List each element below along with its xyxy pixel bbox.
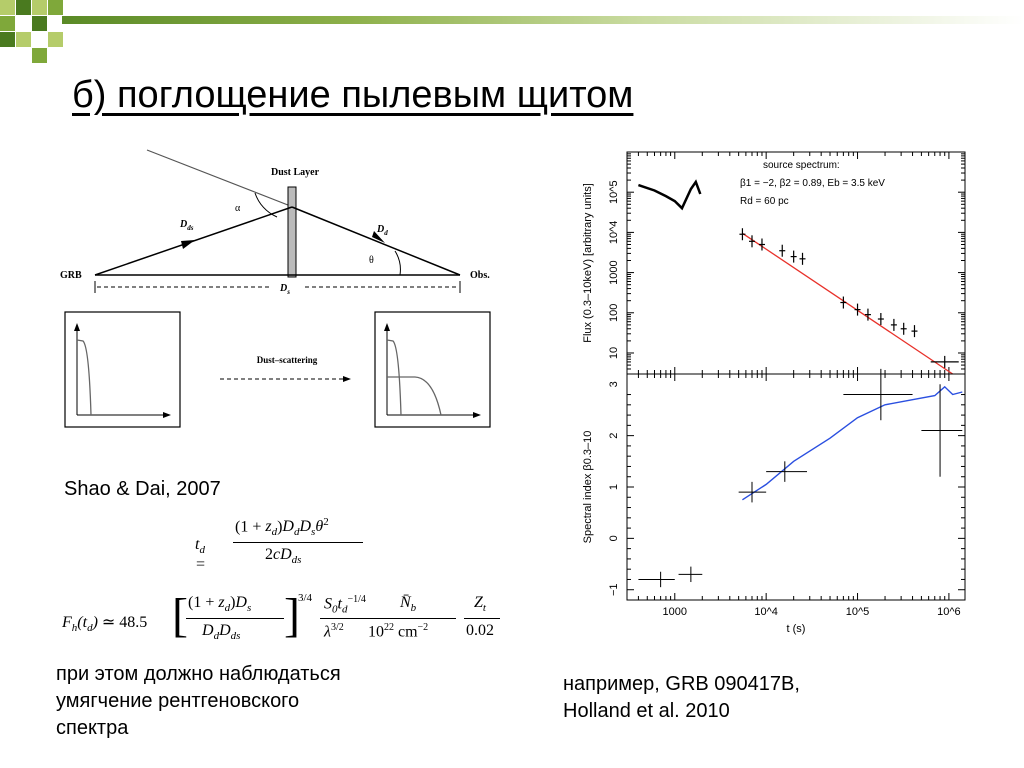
y-tick-label: 100 (608, 303, 620, 322)
note-right-line: например, GRB 090417B, (563, 673, 800, 695)
flux-model-line (742, 233, 952, 374)
grb-label: GRB (60, 270, 82, 281)
y-tick-label: 10^5 (608, 180, 620, 204)
annotation-line1: source spectrum: (763, 160, 840, 171)
x-tick-label: 10^6 (937, 606, 961, 618)
grb-afterglow-chart (565, 140, 980, 640)
dds-arrowhead (181, 240, 195, 249)
theta-arc (395, 251, 400, 275)
note-right (563, 671, 800, 725)
equation-flux: $F_h(t_d)$ ≃ 48.5 [ $(1 + z_d)D_s$ $D_dD_{ds}$ ] 3/4 $S_0t_d^{-1/4}$ $\lambda^{3/2}$ $N̄_b$ $10^{22}$ $cm^{-2}$ $Z_t$ 0.02 (62, 592, 502, 648)
spectral-index-panel (608, 369, 965, 618)
theta-label: θ (369, 255, 374, 266)
y-tick-label: 1 (608, 483, 620, 491)
note-left-line: при этом должно наблюдаться (56, 663, 341, 685)
note-left-line: спектра (56, 717, 129, 739)
dust-layer-label: Dust Layer (270, 167, 320, 178)
flux-ylabel: Flux (0.3–10keV) [arbitrary units] (582, 183, 594, 343)
left-lightcurve-box (65, 312, 180, 427)
dust-layer-schematic (55, 145, 500, 430)
flux-panel (608, 152, 965, 374)
header-square (0, 32, 15, 47)
note-left (56, 661, 341, 742)
dds-label: $D_{ds}$ (180, 219, 194, 232)
y-tick-label: 0 (608, 535, 620, 542)
ds-label: $D_s$ (280, 283, 290, 296)
header-square (32, 0, 47, 15)
y-tick-label: 2 (608, 432, 620, 439)
header-square (32, 48, 47, 63)
header-square (0, 16, 15, 31)
dust-scattering-label: Dust–scattering (256, 355, 318, 365)
obs-label: Obs. (470, 270, 490, 281)
y-tick-label: 3 (608, 381, 620, 388)
annotation-line2: β1 = −2, β2 = 0.89, Eb = 3.5 keV (740, 178, 885, 189)
citation-left: Shao & Dai, 2007 (64, 478, 221, 500)
header-square (32, 16, 47, 31)
y-tick-label: −1 (608, 583, 620, 597)
slide-title: б) поглощение пылевым щитом (72, 74, 634, 116)
annotation-line3: Rd = 60 pc (740, 196, 789, 207)
header-square (16, 32, 31, 47)
left-lightcurve (77, 340, 91, 415)
header-square (0, 0, 15, 15)
x-tick-label: 10^5 (845, 606, 870, 618)
alpha-label: α (235, 203, 241, 214)
right-lightcurve-box (375, 312, 490, 427)
x-tick-label: 1000 (662, 606, 688, 618)
header-square (48, 0, 63, 15)
dd-ray (292, 207, 460, 275)
y-tick-label: 10^4 (608, 220, 620, 245)
spectral-model-line (742, 387, 962, 500)
y-tick-label: 1000 (608, 260, 620, 285)
incoming-ray (147, 150, 293, 207)
right-lightcurve-echo (387, 377, 441, 415)
y-tick-label: 10 (608, 346, 620, 360)
spectral-ylabel: Spectral index β0.3–10 (582, 430, 594, 544)
header-square (48, 32, 63, 47)
time-xlabel: t (s) (786, 623, 806, 635)
note-right-line: Holland et al. 2010 (563, 700, 730, 722)
early-flux-curve (638, 182, 700, 208)
x-tick-label: 10^4 (754, 606, 778, 618)
header-square (16, 0, 31, 15)
note-left-line: умягчение рентгеновского (56, 690, 300, 712)
header-gradient-bar (62, 16, 1024, 24)
dust-layer (288, 187, 296, 277)
dd-label: $D_d$ (377, 224, 388, 237)
